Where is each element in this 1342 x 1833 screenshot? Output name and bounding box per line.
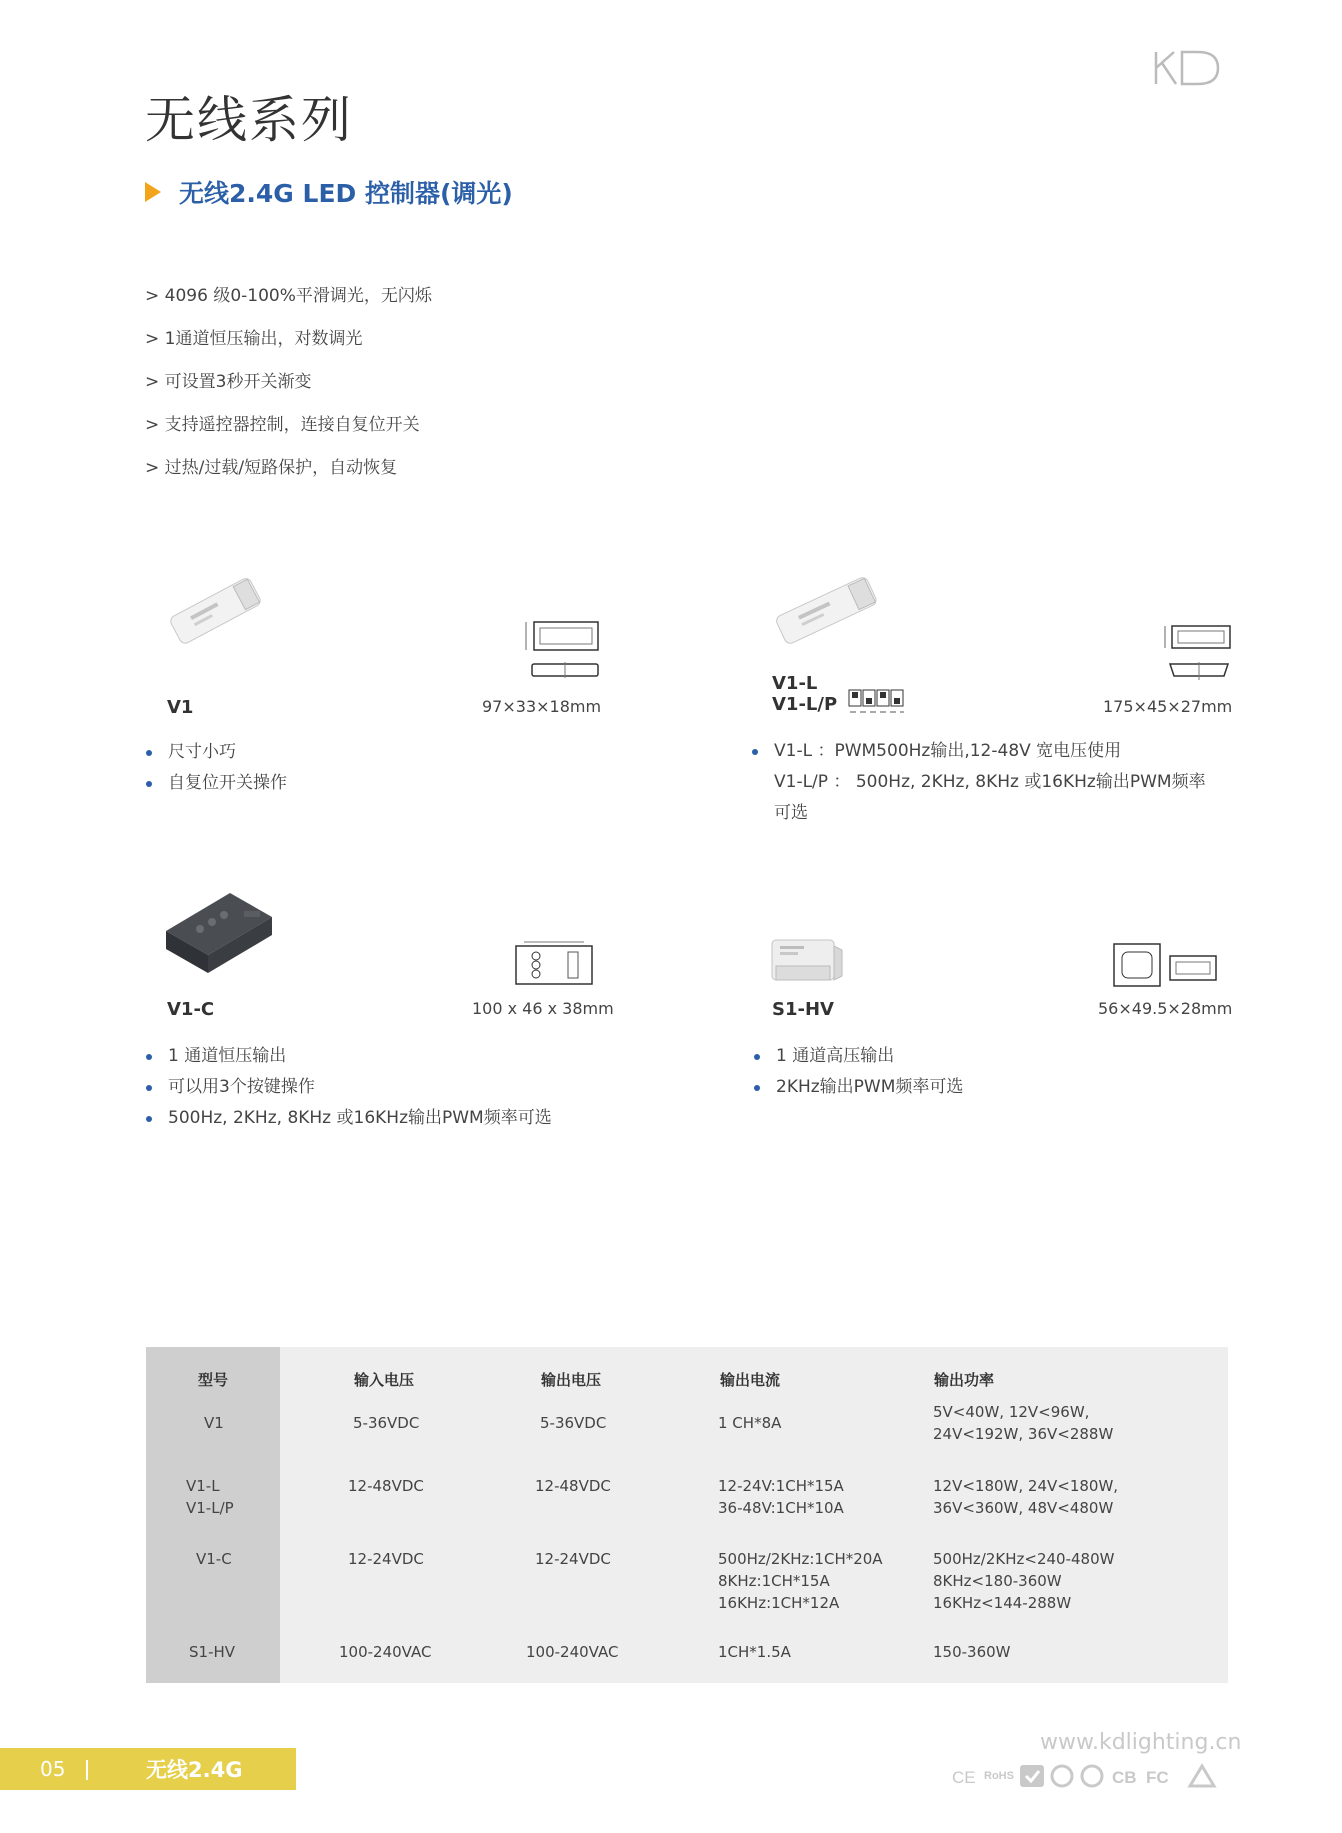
v1c-product-image (160, 885, 275, 980)
v1-name: V1 (167, 697, 194, 718)
footer-divider (86, 1760, 88, 1780)
v1c-bullets (146, 1041, 552, 1134)
feature-item: > 支持遥控器控制，连接自复位开关 (145, 415, 420, 435)
kd-logo (1152, 48, 1224, 88)
certification-icons (950, 1762, 1222, 1790)
cell-output-voltage: 5-36VDC (540, 1414, 607, 1432)
bullet-item: 1 通道恒压输出 (146, 1041, 552, 1072)
cell-model: S1-HV (189, 1643, 236, 1661)
v1l-product-image (768, 568, 883, 653)
section-heading (145, 174, 513, 210)
cell-input-voltage: 5-36VDC (353, 1414, 420, 1432)
bullet-item: 尺寸小巧 (146, 737, 287, 768)
cell-output-voltage: 12-24VDC (535, 1550, 611, 1568)
v1-product-image (160, 570, 270, 650)
recycle-icon (1190, 1766, 1214, 1786)
s1hv-dimensions: 56×49.5×28mm (1098, 999, 1233, 1018)
cell-input-voltage: 100-240VAC (339, 1643, 432, 1661)
s1hv-dimension-drawing (1110, 940, 1224, 990)
fcc-icon: FC (1146, 1768, 1169, 1787)
footer-label: 无线2.4G (146, 1758, 243, 1782)
s1hv-name: S1-HV (772, 999, 834, 1020)
cell-input-voltage: 12-24VDC (348, 1550, 424, 1568)
cell-output-power: 150-360W (933, 1643, 1011, 1661)
cell-output-power: 12V<180W, 24V<180W, 36V<360W, 48V<480W (933, 1477, 1119, 1517)
cell-model: V1-C (196, 1550, 232, 1568)
bullet-item: V1-L ：PWM500Hz输出,12-48V 宽电压使用 (752, 736, 1206, 767)
feature-list (145, 283, 432, 498)
feature-item: > 4096 级0-100%平滑调光，无闪烁 (145, 286, 432, 306)
cell-model: V1-L V1-L/P (186, 1477, 234, 1517)
s1hv-product-image (766, 930, 846, 992)
v1-dimension-drawing (522, 618, 604, 684)
page-title: 无线系列 (145, 91, 353, 149)
header-model: 型号 (198, 1371, 229, 1389)
v1c-dimensions: 100 x 46 x 38mm (472, 999, 614, 1018)
feature-item: > 过热/过载/短路保护，自动恢复 (145, 458, 398, 478)
ccc-icon (1082, 1766, 1102, 1786)
v1c-name: V1-C (167, 999, 215, 1020)
cb-icon: CB (1112, 1768, 1137, 1787)
seal-icon (1052, 1766, 1072, 1786)
v1l-name-line: V1-L (772, 673, 818, 694)
check-mark-icon (1020, 1765, 1044, 1787)
v1l-dimensions: 175×45×27mm (1103, 697, 1233, 716)
header-output-voltage: 输出电压 (541, 1371, 602, 1389)
s1hv-bullets (754, 1041, 963, 1103)
v1-bullets (146, 737, 287, 799)
header-output-current: 输出电流 (720, 1371, 781, 1389)
feature-item: > 可设置3秒开关渐变 (145, 372, 312, 392)
dip-switch-icon (848, 688, 906, 718)
page-number: 05 (40, 1757, 66, 1781)
cell-output-voltage: 12-48VDC (535, 1477, 611, 1495)
ce-icon: CE (952, 1768, 976, 1787)
cell-output-power: 5V<40W, 12V<96W, 24V<192W, 36V<288W (933, 1403, 1114, 1443)
bullet-item: 2KHz输出PWM频率可选 (754, 1072, 963, 1103)
bullet-item-continued: V1-L/P ： 500Hz, 2KHz, 8KHz 或16KHz输出PWM频率 (774, 772, 1206, 792)
v1l-p-name-line: V1-L/P (772, 694, 838, 715)
bullet-item: 自复位开关操作 (146, 768, 287, 799)
section-title: 无线2.4G LED 控制器(调光) (179, 179, 513, 208)
cell-output-current: 500Hz/2KHz:1CH*20A 8KHz:1CH*15A 16KHz:1CH*12A (718, 1550, 883, 1612)
bullet-item: 可以用3个按键操作 (146, 1072, 552, 1103)
bullet-item: 1 通道高压输出 (754, 1041, 963, 1072)
rohs-icon: RoHS (984, 1770, 1014, 1782)
cell-output-current: 1 CH*8A (718, 1414, 782, 1432)
cell-output-current: 1CH*1.5A (718, 1643, 791, 1661)
header-output-power: 输出功率 (934, 1371, 995, 1389)
triangle-bullet-icon (145, 182, 161, 202)
v1c-dimension-drawing (512, 940, 596, 990)
cell-output-power: 500Hz/2KHz<240-480W 8KHz<180-360W 16KHz<144-288W (933, 1550, 1115, 1612)
bullet-item: 500Hz, 2KHz, 8KHz 或16KHz输出PWM频率可选 (146, 1103, 552, 1134)
v1l-dimension-drawing (1162, 622, 1232, 684)
header-input-voltage: 输入电压 (354, 1371, 415, 1389)
spec-table (146, 1347, 1228, 1683)
bullet-item-continued: 可选 (774, 803, 808, 823)
feature-item: > 1通道恒压输出，对数调光 (145, 329, 363, 349)
cell-output-voltage: 100-240VAC (526, 1643, 619, 1661)
cell-model: V1 (204, 1414, 224, 1432)
cell-input-voltage: 12-48VDC (348, 1477, 424, 1495)
cell-output-current: 12-24V:1CH*15A 36-48V:1CH*10A (718, 1477, 844, 1517)
v1l-name (772, 673, 837, 715)
v1l-bullets (752, 736, 1206, 829)
website-link[interactable]: www.kdlighting.cn (1040, 1730, 1242, 1755)
v1-dimensions: 97×33×18mm (482, 697, 602, 716)
